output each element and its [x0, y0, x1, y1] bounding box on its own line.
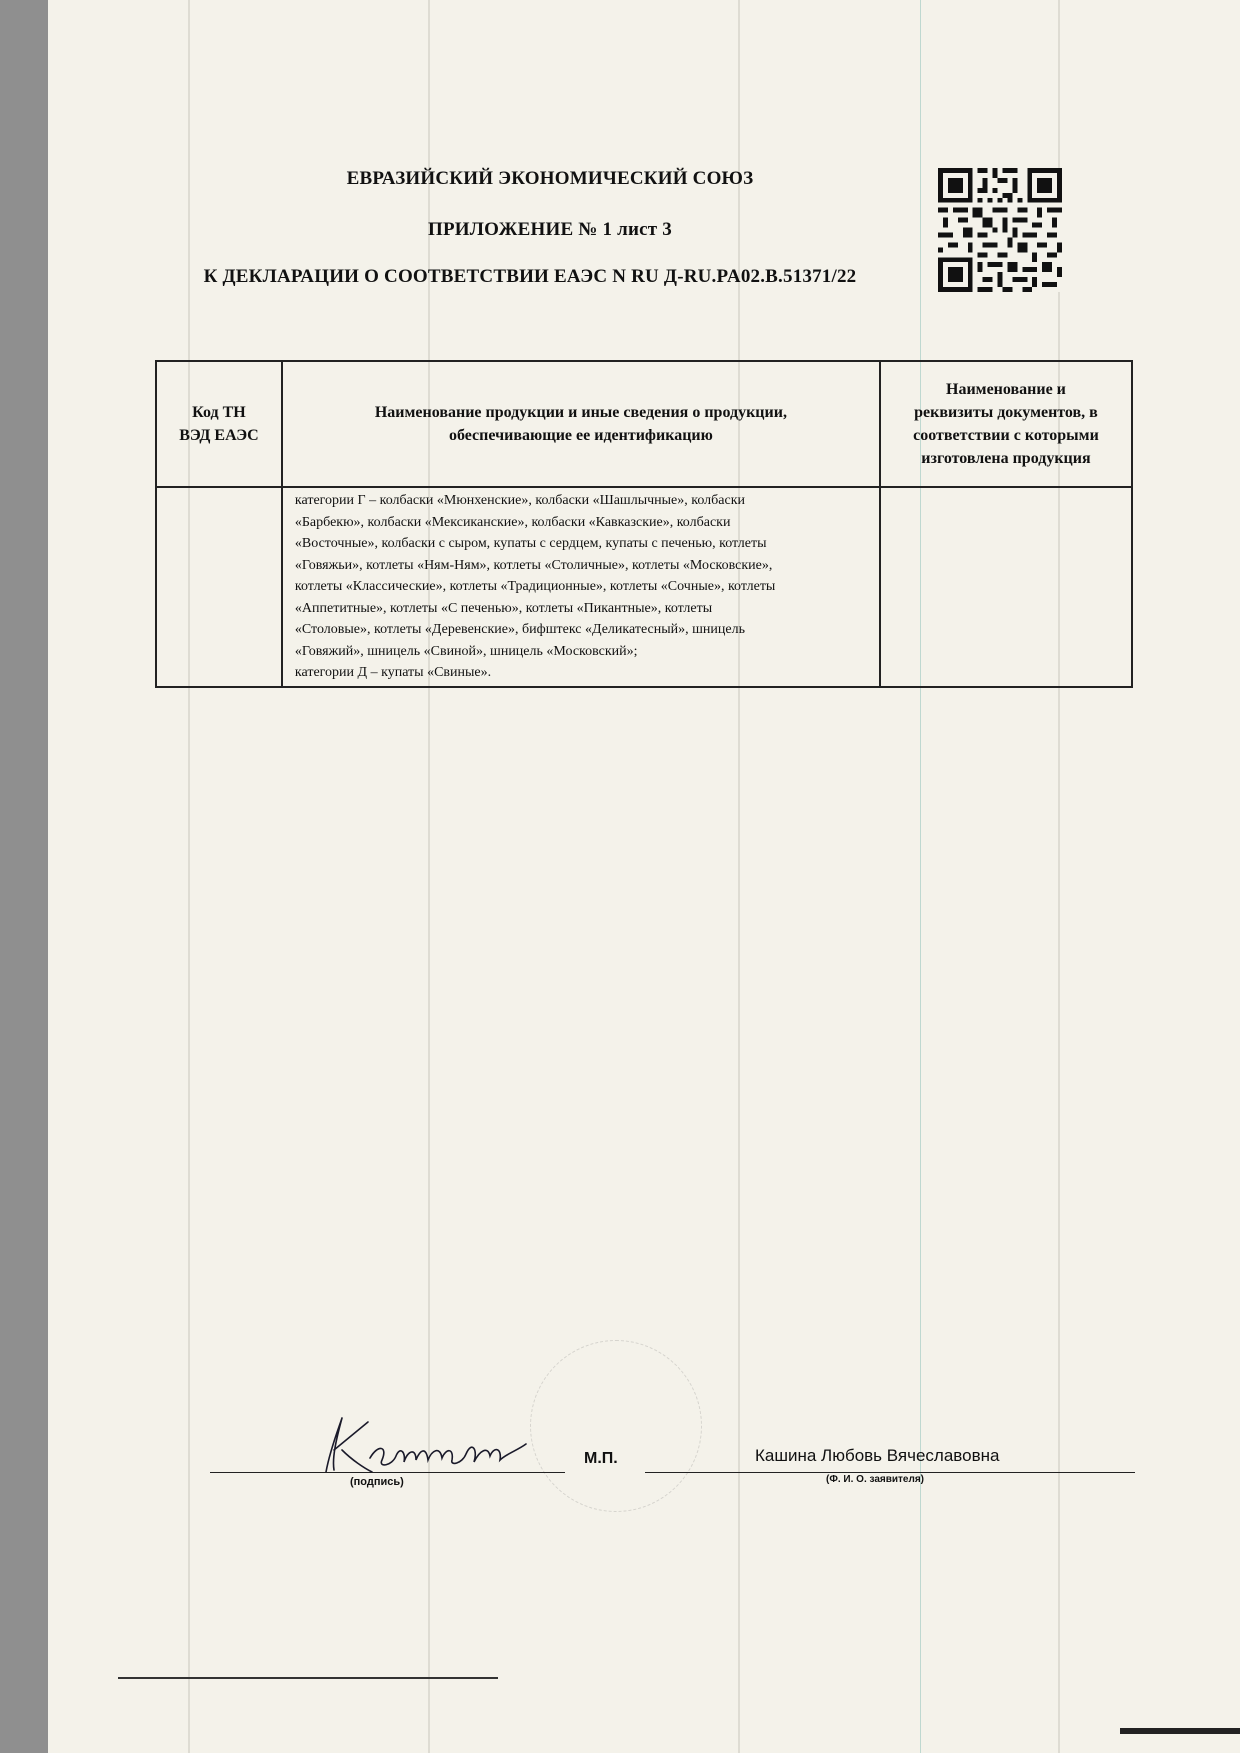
applicant-name: Кашина Любовь Вячеславовна	[755, 1446, 1000, 1465]
description-line: «Столовые», котлеты «Деревенские», бифштекс «Деликатесный», шницель	[294, 622, 745, 637]
description-line: категории Г – колбаски «Мюнхенские», колбаски «Шашлычные», колбаски	[294, 493, 745, 508]
header-code	[156, 361, 282, 487]
description-line: «Аппетитные», котлеты «С печенью», котлеты «Пикантные», котлеты	[294, 600, 713, 616]
description-line: «Говяжий», шницель «Свиной», шницель «Московский»;	[294, 643, 638, 659]
header-desc-line: Наименование продукции и иные сведения о продукции,	[374, 404, 787, 421]
cell-code	[156, 487, 282, 687]
header-docs-line: Наименование и	[946, 381, 1066, 398]
header-desc-line: обеспечивающие ее идентификацию	[448, 427, 713, 444]
table-row	[156, 487, 1132, 687]
scan-edge	[1120, 1728, 1240, 1734]
signature-block	[0, 1410, 1240, 1520]
products-table	[155, 360, 1133, 688]
description-line: котлеты «Классические», котлеты «Традиционные», котлеты «Сочные», котлеты	[294, 579, 776, 594]
header-description	[282, 361, 880, 487]
cell-description	[282, 487, 880, 687]
declaration-title: К ДЕКЛАРАЦИИ О СООТВЕТСТВИИ ЕАЭС N RU Д-RU.PA02.B.51371/22	[203, 266, 857, 287]
applicant-line	[645, 1472, 1135, 1473]
table-header-row	[156, 361, 1132, 487]
cell-documents	[880, 487, 1132, 687]
seal-place-label: М.П.	[584, 1450, 618, 1467]
description-line: «Барбекю», колбаски «Мексиканские», колбаски «Кавказские», колбаски	[294, 514, 731, 530]
annex-title: ПРИЛОЖЕНИЕ № 1 лист 3	[428, 219, 672, 240]
union-title: ЕВРАЗИЙСКИЙ ЭКОНОМИЧЕСКИЙ СОЮЗ	[346, 168, 754, 189]
signature-caption: (подпись)	[350, 1476, 404, 1488]
bottom-rule	[118, 1677, 498, 1679]
qr-code-icon	[938, 165, 1062, 295]
header-code-line: Код ТН	[192, 404, 246, 421]
description-line: «Говяжьи», котлеты «Ням-Ням», котлеты «Столичные», котлеты «Московские»,	[294, 557, 773, 573]
header-documents	[880, 361, 1132, 487]
description-line: «Восточные», колбаски с сыром, купаты с сердцем, купаты с печенью, котлеты	[294, 536, 767, 551]
description-line: категории Д – купаты «Свиные».	[294, 665, 492, 680]
header-code-line: ВЭД ЕАЭС	[179, 427, 259, 444]
header-docs-line: реквизиты документов, в	[914, 404, 1098, 421]
signature-line	[210, 1472, 565, 1473]
header-docs-line: соответствии с которыми	[913, 427, 1099, 444]
handwritten-signature	[312, 1410, 552, 1480]
applicant-caption: (Ф. И. О. заявителя)	[826, 1474, 925, 1485]
header-docs-line: изготовлена продукция	[921, 450, 1091, 467]
